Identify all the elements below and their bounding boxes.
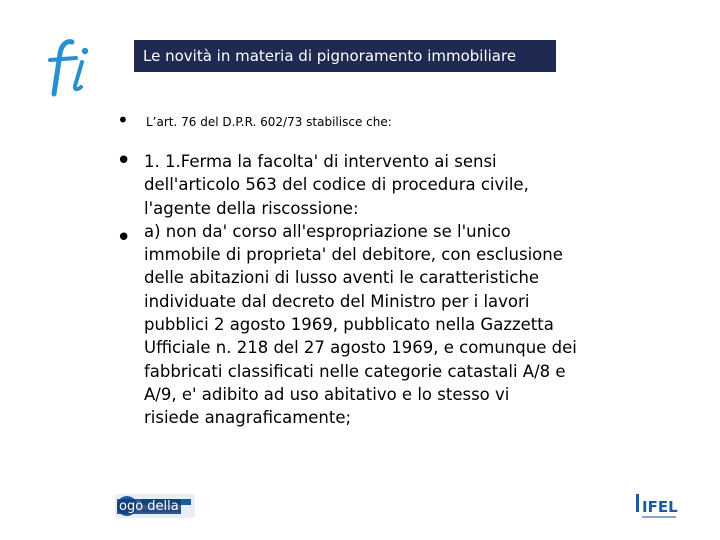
body-line: a) non da' corso all'espropriazione se l'unico — [144, 221, 511, 241]
body-line: immobile di proprieta' del debitore, con esclusione — [144, 245, 563, 265]
body-line: Ufficiale n. 218 del 27 agosto 1969, e comunque dei — [144, 338, 577, 358]
intro-text: L’art. 76 del D.P.R. 602/73 stabilisce che: — [146, 115, 392, 129]
body-line: dell'articolo 563 del codice di procedura civile, — [144, 175, 529, 195]
bullet-icon: • — [117, 108, 129, 132]
ifel-logo-icon — [636, 492, 682, 522]
body-line: l'agente della riscossione: — [144, 198, 359, 218]
slide-title: Le novità in materia di pignoramento immobiliare — [134, 40, 556, 72]
body-text — [144, 150, 664, 430]
anci-logo-icon — [115, 492, 195, 520]
bullet-icon: • — [116, 146, 132, 176]
body-line: 1. 1.Ferma la facolta' di intervento ai sensi — [144, 152, 497, 171]
fi-logo-icon — [42, 34, 98, 100]
body-line: individuate dal decreto del Ministro per i lavori — [144, 291, 530, 311]
body-line: delle abitazioni di lusso aventi le caratteristiche — [144, 268, 540, 288]
body-line: fabbricati classificati nelle categorie catastali A/8 e — [144, 361, 566, 381]
footer-right-logo-text: IFEL — [642, 498, 678, 516]
body-line: A/9, e' adibito ad uso abitativo e lo stesso vi — [144, 384, 510, 404]
body-line: risiede anagraficamente; — [144, 408, 352, 428]
footer-left-logo-text: ogo della — [119, 498, 179, 514]
bullet-icon: • — [116, 223, 132, 253]
body-line: pubblici 2 agosto 1969, pubblicato nella Gazzetta — [144, 315, 554, 335]
